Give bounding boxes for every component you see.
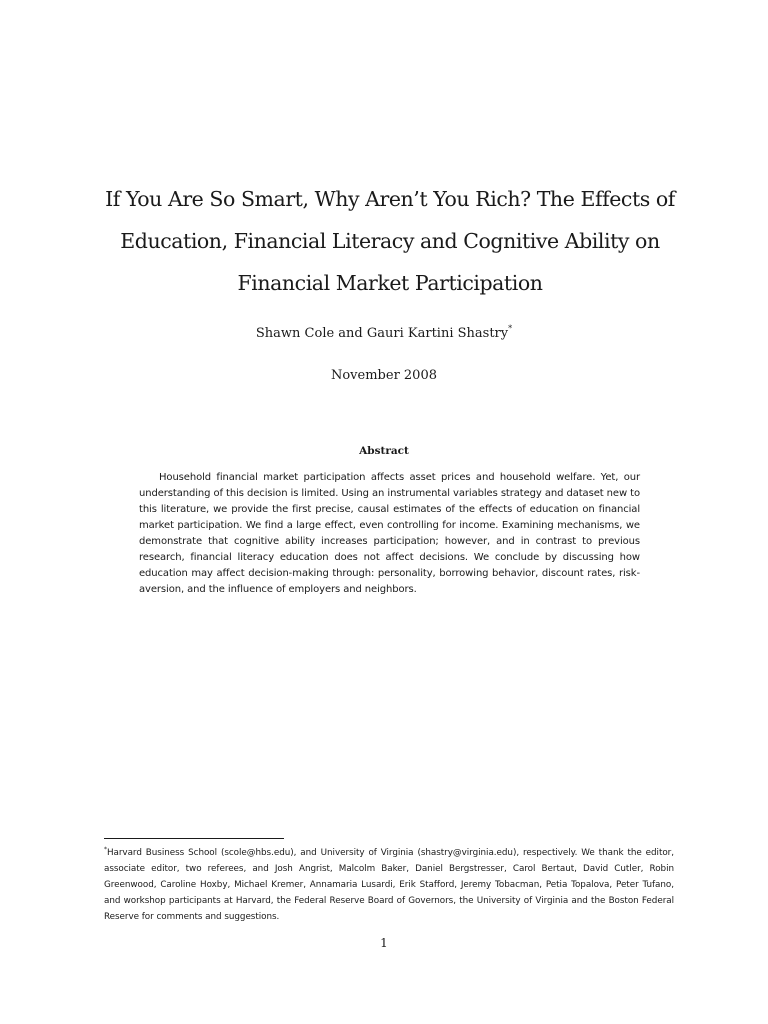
publication-date: November 2008	[330, 368, 437, 383]
title-line-2: Education, Financial Literacy and Cognitive Ability on	[120, 229, 660, 253]
authors: Shawn Cole and Gauri Kartini Shastry	[255, 326, 509, 341]
title-line-3: Financial Market Participation	[237, 271, 543, 295]
footnote	[104, 842, 674, 925]
abstract-heading: Abstract	[359, 445, 409, 457]
page-number: 1	[380, 936, 388, 950]
footnote-divider	[104, 838, 284, 839]
footnote-text: Harvard Business School (scole@hbs.edu), and University of Virginia (shastry@virginia.edu), respectively. We thank the editor, associate editor, two referees, and Josh Angrist, Malcolm Baker, Daniel Bergstresser, Carol Bertaut, David Cutler, Robin Greenwood, Caroline Hoxby, Michael Kremer, Annamaria Lusardi, Erik Stafford, Jeremy Tobacman, Petia Topalova, Peter Tufano, and workshop participants at Harvard, the Federal Reserve Board of Governors, the University of Virginia and the Boston Federal Reserve for comments and suggestions.	[104, 848, 674, 922]
title-line-1: If You Are So Smart, Why Aren’t You Rich? The Effects of	[105, 187, 675, 211]
author-line	[0, 324, 768, 341]
paper-title	[104, 178, 676, 304]
abstract-text: Household financial market participation affects asset prices and household welfare. Yet, our understanding of this decision is limited. Using an instrumental variables strategy and dataset new to this literature, we provide the first precise, causal estimates of the effects of education on financial market participation. We find a large effect, even controlling for income. Examining mechanisms, we demonstrate that cognitive ability increases participation; however, and in contrast to previous research, financial literacy education does not affect decisions. We conclude by discussing how education may affect decision-making through: personality, borrowing behavior, discount rates, risk-aversion, and the influence of employers and neighbors.	[139, 472, 640, 595]
author-footnote-marker: *	[508, 324, 513, 333]
footnote-marker: *	[104, 846, 107, 853]
